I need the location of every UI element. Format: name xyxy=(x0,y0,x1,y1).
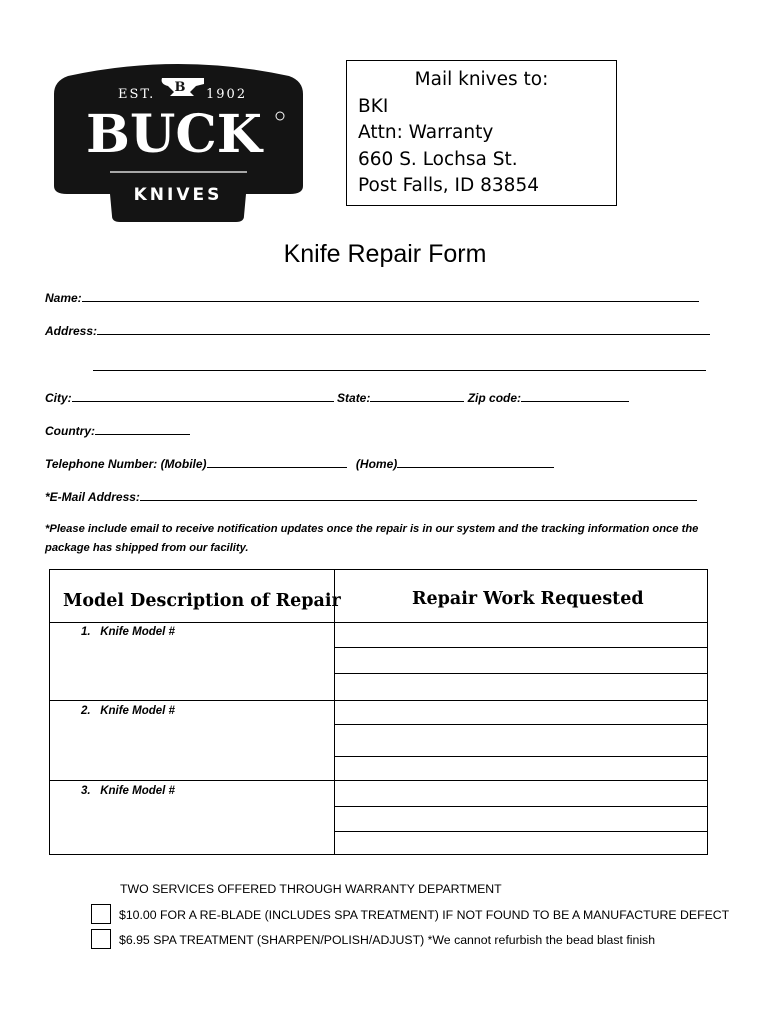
repair-line[interactable] xyxy=(335,724,707,725)
spa-label: $6.95 SPA TREATMENT (SHARPEN/POLISH/ADJUST) *We cannot refurbish the bead blast finish xyxy=(119,933,656,947)
row-divider xyxy=(50,780,707,781)
zip-label: Zip code: xyxy=(467,391,522,405)
mail-to-box xyxy=(346,60,617,206)
address-line-2[interactable] xyxy=(93,359,706,374)
page-title: Knife Repair Form xyxy=(283,240,487,268)
col-header-repair: Repair Work Requested xyxy=(412,589,644,609)
address-field[interactable] xyxy=(45,323,710,338)
address-label: Address: xyxy=(45,324,98,338)
model-text: Knife Model # xyxy=(100,626,175,638)
name-label: Name: xyxy=(45,291,82,305)
model-number: 1. xyxy=(81,626,91,638)
name-field[interactable] xyxy=(45,290,699,305)
logo-sub: KNIVES xyxy=(133,185,223,205)
col-header-model: Model Description of Repair xyxy=(63,591,341,611)
row-divider xyxy=(50,622,707,623)
mail-line: Attn: Warranty xyxy=(358,122,494,143)
service-reblade[interactable] xyxy=(91,904,731,926)
country-label: Country: xyxy=(45,424,95,438)
service-spa[interactable] xyxy=(91,929,731,951)
logo-monogram: B xyxy=(174,80,186,95)
city-input-line[interactable] xyxy=(72,390,334,402)
email-field[interactable] xyxy=(45,489,697,504)
services-heading: TWO SERVICES OFFERED THROUGH WARRANTY DEPARTMENT xyxy=(120,882,502,896)
repair-line[interactable] xyxy=(335,673,707,674)
table-column-divider xyxy=(334,570,335,854)
reblade-checkbox[interactable] xyxy=(91,904,111,924)
email-input-line[interactable] xyxy=(140,489,697,501)
mail-line: Post Falls, ID 83854 xyxy=(358,175,539,196)
mobile-input-line[interactable] xyxy=(207,456,347,468)
model-2-label[interactable] xyxy=(81,704,175,718)
address-input-line-2[interactable] xyxy=(93,359,706,371)
repair-line[interactable] xyxy=(335,647,707,648)
mobile-label: Telephone Number: (Mobile) xyxy=(45,457,207,471)
spa-checkbox[interactable] xyxy=(91,929,111,949)
model-3-label[interactable] xyxy=(81,784,175,798)
mail-line: 660 S. Lochsa St. xyxy=(358,148,518,170)
country-input-line[interactable] xyxy=(95,423,190,435)
logo-year: 1902 xyxy=(206,87,248,102)
email-label: *E-Mail Address: xyxy=(45,490,140,504)
reblade-label: $10.00 FOR A RE-BLADE (INCLUDES SPA TREATMENT) IF NOT FOUND TO BE A MANUFACTURE DEFECT xyxy=(119,908,730,922)
state-label: State: xyxy=(337,391,371,405)
country-field[interactable] xyxy=(45,423,190,438)
model-number: 2. xyxy=(81,705,91,717)
home-label: (Home) xyxy=(355,457,398,471)
home-input-line[interactable] xyxy=(397,456,554,468)
zip-input-line[interactable] xyxy=(521,390,629,402)
name-input-line[interactable] xyxy=(82,290,699,302)
logo-brand: BUCK xyxy=(86,104,262,165)
repair-line[interactable] xyxy=(335,756,707,757)
model-text: Knife Model # xyxy=(100,785,175,797)
mail-heading: Mail knives to: xyxy=(414,69,549,90)
state-input-line[interactable] xyxy=(370,390,464,402)
telephone-row xyxy=(45,456,554,471)
model-1-label[interactable] xyxy=(81,625,175,639)
city-state-zip-row xyxy=(45,390,629,405)
model-text: Knife Model # xyxy=(100,705,175,717)
repair-table xyxy=(49,569,708,855)
buck-knives-logo xyxy=(54,54,303,222)
logo-est: EST. xyxy=(118,87,156,102)
address-input-line[interactable] xyxy=(97,323,710,335)
email-note: *Please include email to receive notification updates once the repair is in our system and the tracking information once the package has shipped from our facility. xyxy=(45,523,699,554)
model-number: 3. xyxy=(81,785,91,797)
row-divider xyxy=(50,700,707,701)
repair-line[interactable] xyxy=(335,831,707,832)
mail-line: BKI xyxy=(358,95,389,117)
repair-line[interactable] xyxy=(335,806,707,807)
city-label: City: xyxy=(45,391,72,405)
